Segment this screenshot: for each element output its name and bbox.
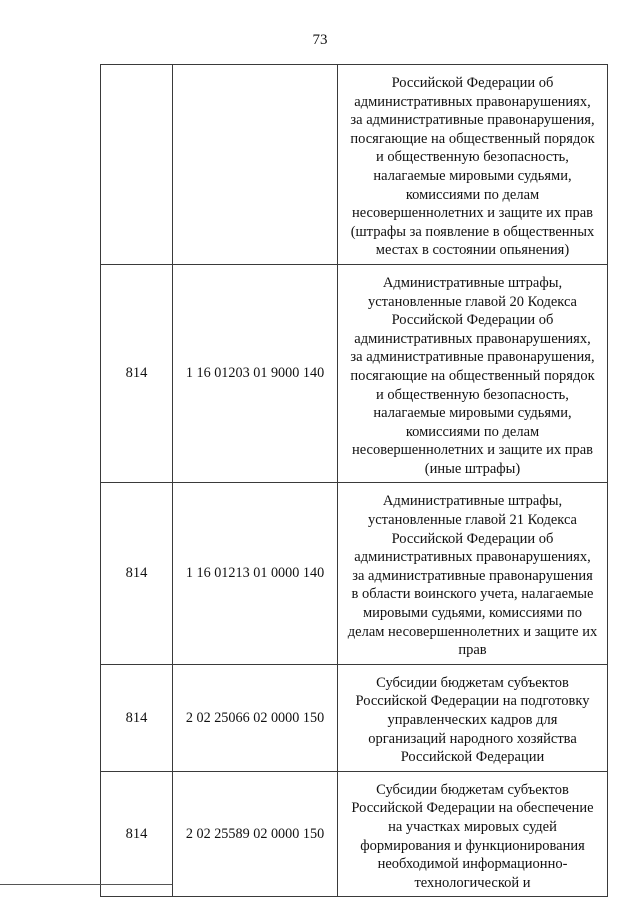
revenue-name-line: мировыми судьями, комиссиями по [362, 605, 583, 622]
revenue-name-cell [338, 264, 608, 483]
revenue-name-line: (штрафы за появление в общественных [350, 223, 595, 240]
revenue-name-line: Российской Федерации об [391, 75, 554, 91]
table-row [101, 664, 608, 771]
revenue-name-line: (иные штрафы) [424, 460, 521, 477]
administrator-code-cell: 814 [101, 264, 173, 483]
revenue-name-line: Субсидии бюджетам субъектов [376, 781, 569, 798]
revenue-name-line: налагаемые мировыми судьями, [373, 167, 572, 184]
revenue-name-cell [338, 65, 608, 265]
table-row [101, 65, 608, 265]
revenue-name-line: комиссиями по делам [405, 423, 540, 440]
budget-classification-code-cell [173, 65, 338, 265]
revenue-name-line: административных правонарушениях, [354, 330, 591, 347]
administrator-code-cell: 814 [101, 664, 173, 771]
revenue-name-line: Административные штрафы, [382, 493, 563, 510]
revenue-name-line: прав [458, 642, 487, 659]
revenue-name-line: и общественную безопасность, [376, 149, 569, 166]
revenue-name-line: установленные главой 21 Кодекса [367, 512, 577, 529]
revenue-name-line: административных правонарушениях, [354, 549, 591, 566]
table-row [101, 771, 608, 897]
revenue-name-line: Российской Федерации об [391, 530, 554, 547]
revenue-name-line: организаций народного хозяйства [368, 730, 577, 747]
revenue-name-line: за административные правонарушения [352, 567, 593, 584]
revenue-name-line: Российской Федерации об [391, 312, 554, 329]
revenue-name-line: комиссиями по делам [405, 186, 540, 203]
revenue-name-line: за административные правонарушения, [350, 349, 595, 366]
revenue-name-line: Субсидии бюджетам субъектов [376, 674, 569, 691]
revenue-name-line: делам несовершеннолетних и защите их [347, 623, 598, 640]
revenue-name-line: налагаемые мировыми судьями, [373, 405, 572, 422]
revenue-name-line: в области воинского учета, налагаемые [351, 586, 594, 603]
page-number: 73 [312, 32, 328, 48]
budget-codes-table [100, 64, 608, 897]
revenue-name-line: Российской Федерации на обеспечение [351, 800, 594, 817]
table-row [101, 483, 608, 664]
footnote-divider [0, 884, 172, 885]
revenue-name-line: посягающие на общественный порядок [350, 367, 595, 384]
revenue-name-line: Российской Федерации на подготовку [355, 693, 590, 710]
revenue-name-line: формирования и функционирования [360, 837, 585, 854]
revenue-name-line: управленческих кадров для [387, 712, 558, 728]
budget-classification-code-cell: 1 16 01203 01 9000 140 [173, 264, 338, 483]
administrator-code-cell: 814 [101, 771, 173, 897]
revenue-name-cell [338, 664, 608, 771]
revenue-name-line: на участках мировых судей [388, 818, 557, 835]
revenue-name-line: несовершеннолетних и защите их прав [351, 442, 594, 459]
revenue-name-line: и общественную безопасность, [376, 386, 569, 403]
administrator-code-cell [101, 65, 173, 265]
budget-classification-code-cell: 2 02 25589 02 0000 150 [173, 771, 338, 897]
table-row [101, 264, 608, 483]
revenue-name-line: Административные штрафы, [382, 274, 563, 291]
revenue-name-line: административных правонарушениях, [354, 93, 591, 110]
budget-classification-code-cell: 2 02 25066 02 0000 150 [173, 664, 338, 771]
administrator-code-cell: 814 [101, 483, 173, 664]
revenue-name-cell [338, 483, 608, 664]
revenue-name-line: Российской Федерации [400, 749, 545, 766]
revenue-name-cell [338, 771, 608, 897]
revenue-name-line: посягающие на общественный порядок [350, 130, 595, 147]
budget-classification-code-cell: 1 16 01213 01 0000 140 [173, 483, 338, 664]
revenue-name-line: установленные главой 20 Кодекса [367, 293, 577, 310]
revenue-name-line: местах в состоянии опьянения) [375, 242, 570, 259]
revenue-name-line: за административные правонарушения, [350, 112, 595, 129]
revenue-name-line: технологической и [414, 874, 531, 891]
revenue-name-line: необходимой информационно- [377, 856, 568, 873]
revenue-name-line: несовершеннолетних и защите их прав [351, 205, 594, 222]
